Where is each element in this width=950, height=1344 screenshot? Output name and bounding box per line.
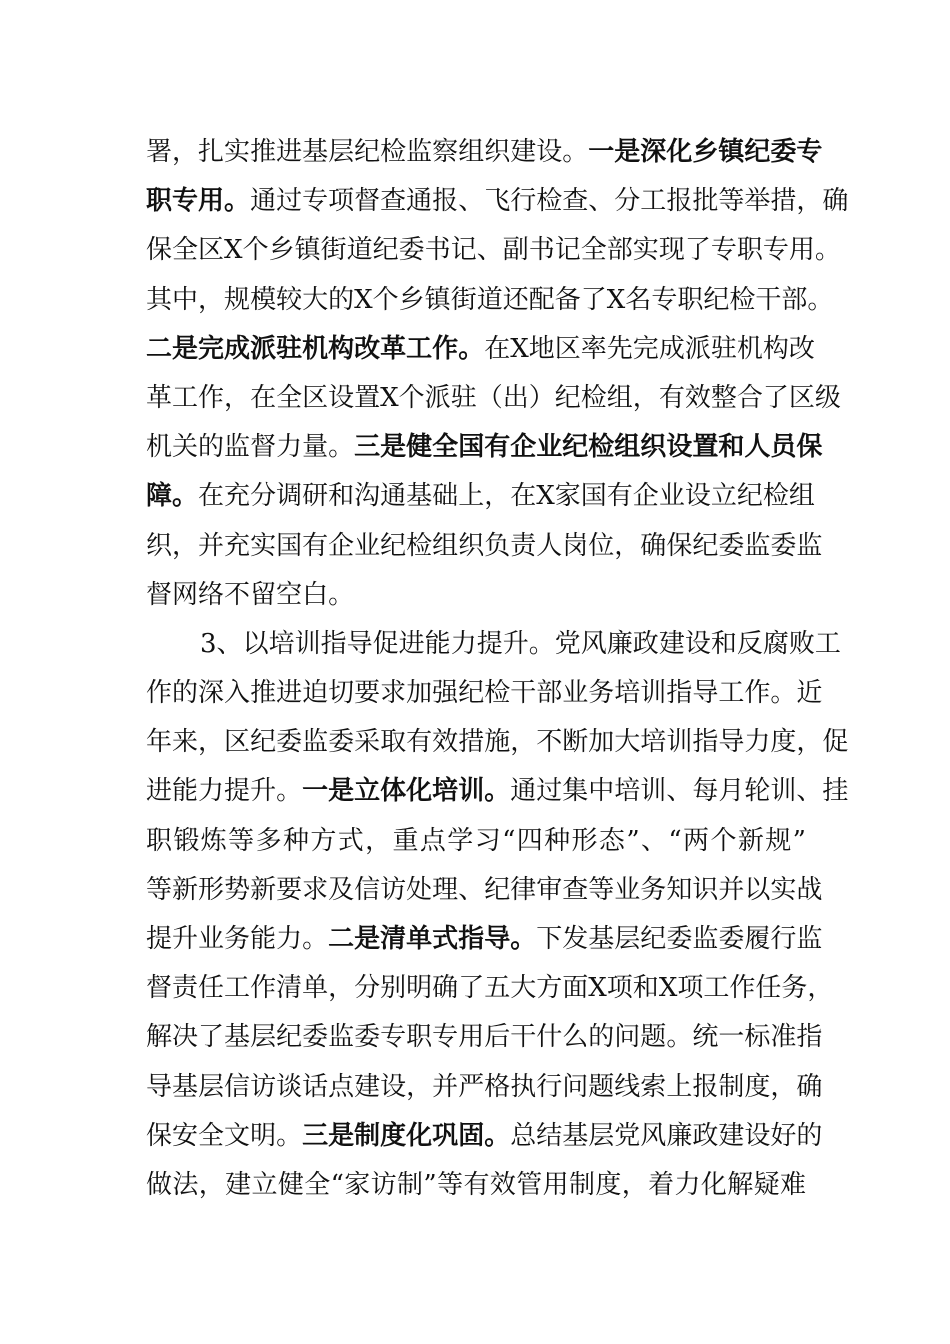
- text-line: 其 中 ， 规 模 较 大 的 X 个 乡 镇 街 道 还 配 备 了 X 名 专 职 纪 检 干 部 。: [146, 284, 834, 315]
- body-text: [146, 128, 849, 1210]
- text-line: 3 、 以 培 训 指 导 促 进 能 力 提 升 。 党 风 廉 政 建 设 和 反 腐 败 工: [200, 628, 841, 659]
- text-line: 督 责 任 工 作 清 单 ， 分 别 明 确 了 五 大 方 面 X 项 和 X 项 工 作 任 务 ，: [146, 973, 834, 1004]
- text-line: 提 升 业 务 能 力 。 二 是 清 单 式 指 导 。 下 发 基 层 纪 委 监 委 履 行 监: [146, 924, 823, 954]
- text-line: 职 专 用 。 通 过 专 项 督 查 通 报 、 飞 行 检 查 、 分 工 报 批 等 举 措 ， 确: [146, 186, 849, 217]
- text-line: 督 网 络 不 留 空 白 。: [146, 579, 355, 610]
- text-line: 保 安 全 文 明 。 三 是 制 度 化 巩 固 。 总 结 基 层 党 风 廉 政 建 设 好 的: [146, 1120, 823, 1151]
- text-line: 作 的 深 入 推 进 迫 切 要 求 加 强 纪 检 干 部 业 务 培 训 指 导 工 作 。 近: [146, 678, 823, 709]
- text-line: 等 新 形 势 新 要 求 及 信 访 处 理 、 纪 律 审 查 等 业 务 知 识 并 以 实 战: [146, 874, 823, 905]
- text-line: 革 工 作 ， 在 全 区 设 置 X 个 派 驻 （ 出 ） 纪 检 组 ， 有 效 整 合 了 区 级: [146, 382, 841, 413]
- text-line: 做 法 ， 建 立 健 全 “ 家 访 制 ” 等 有 效 管 用 制 度 ， 着 力 化 解 疑 难: [146, 1169, 806, 1200]
- text-line: 年 来 ， 区 纪 委 监 委 采 取 有 效 措 施 ， 不 断 加 大 培 训 指 导 力 度 ， 促: [146, 727, 849, 758]
- text-line: 织 ， 并 充 实 国 有 企 业 纪 检 组 织 负 责 人 岗 位 ， 确 保 纪 委 监 委 监: [146, 530, 823, 561]
- text-line: 进 能 力 提 升 。 一 是 立 体 化 培 训 。 通 过 集 中 培 训 、 每 月 轮 训 、 挂: [146, 776, 849, 807]
- text-line: 二 是 完 成 派 驻 机 构 改 革 工 作 。 在 X 地 区 率 先 完 成 派 驻 机 构 改: [146, 333, 815, 364]
- text-line: 导 基 层 信 访 谈 话 点 建 设 ， 并 严 格 执 行 问 题 线 索 上 报 制 度 ， 确: [146, 1071, 823, 1102]
- text-line: 障 。 在 充 分 调 研 和 沟 通 基 础 上 ， 在 X 家 国 有 企 业 设 立 纪 检 组: [146, 481, 815, 512]
- text-line: 机 关 的 监 督 力 量 。 三 是 健 全 国 有 企 业 纪 检 组 织 设 置 和 人 员 保: [146, 432, 823, 463]
- text-line: 解 决 了 基 层 纪 委 监 委 专 职 专 用 后 干 什 么 的 问 题 。 统 一 标 准 指: [146, 1022, 823, 1053]
- text-line: 保 全 区 X 个 乡 镇 街 道 纪 委 书 记 、 副 书 记 全 部 实 现 了 专 职 专 用 。: [146, 235, 841, 266]
- text-line: 署 ， 扎 实 推 进 基 层 纪 检 监 察 组 织 建 设 。 一 是 深 化 乡 镇 纪 委 专: [146, 137, 823, 167]
- text-line: 职 锻 炼 等 多 种 方 式 ， 重 点 学 习 “ 四 种 形 态 ” 、 “ 两 个 新 规 ”: [146, 825, 806, 856]
